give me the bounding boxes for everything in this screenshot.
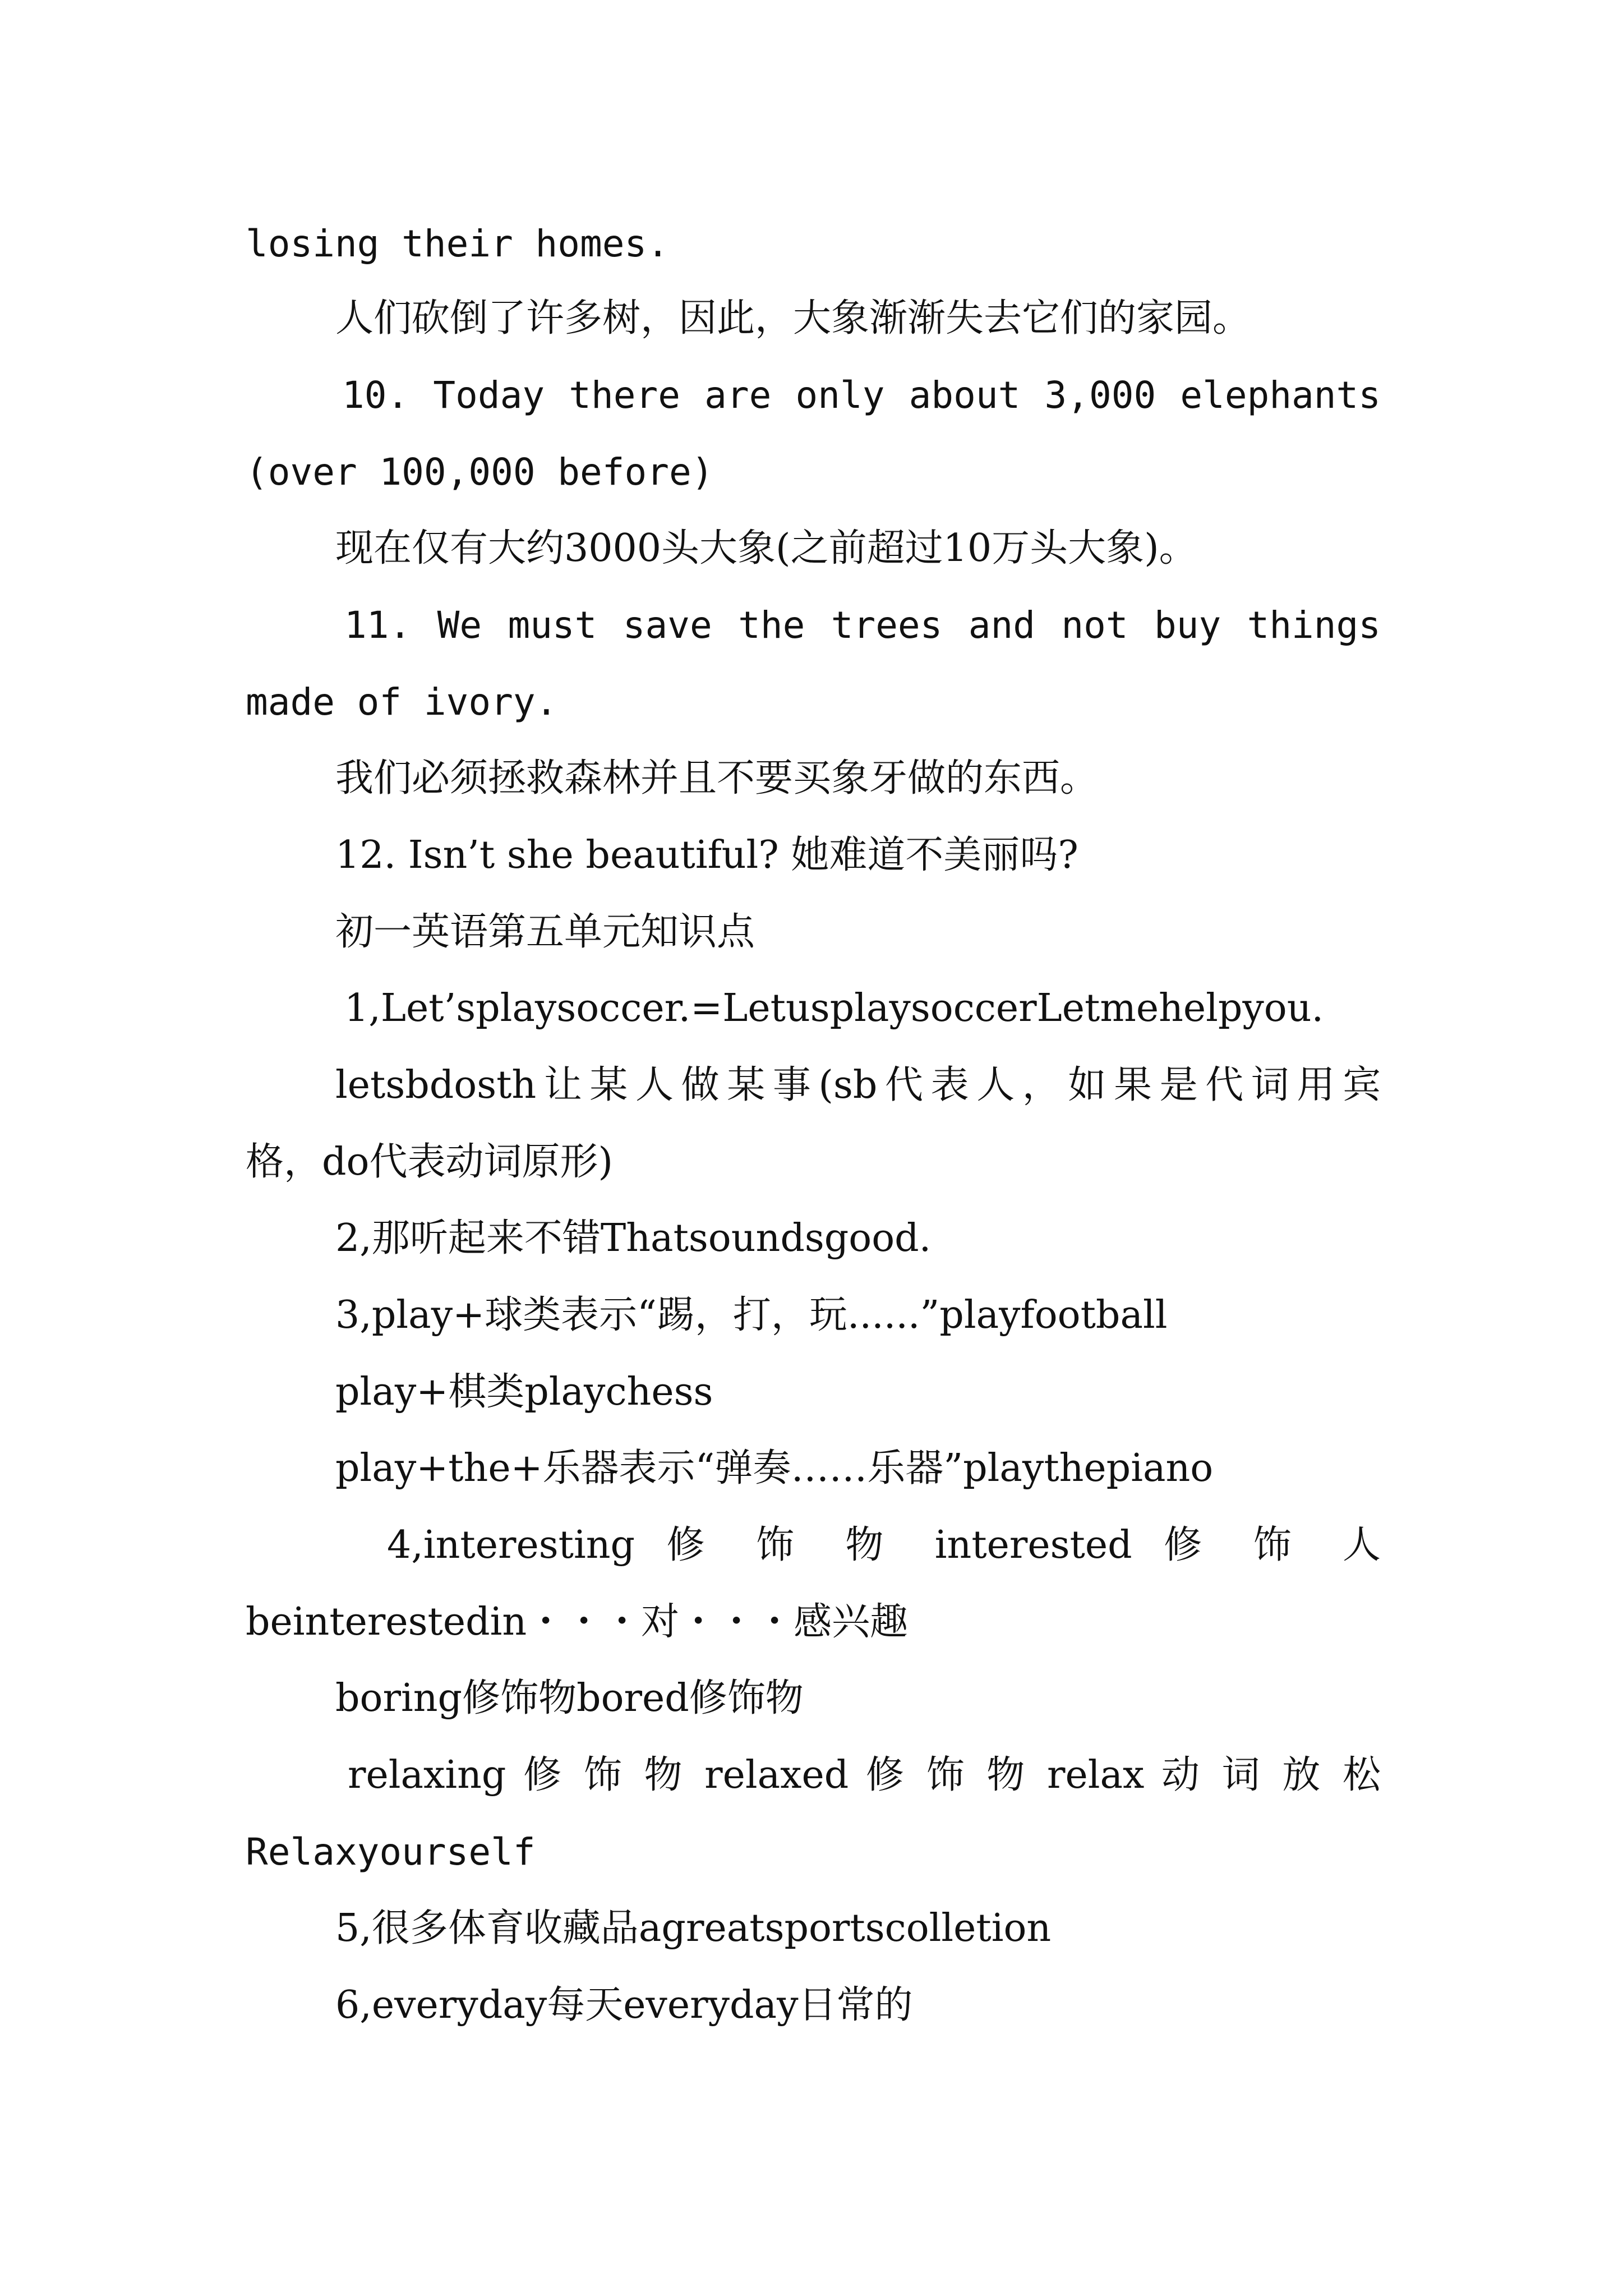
text-line-14: 2,那听起来不错Thatsoundsgood. bbox=[335, 1216, 932, 1260]
text-line-16: play+棋类playchess bbox=[335, 1370, 713, 1414]
text-line-21: relaxing 修 饰 物 relaxed 修 饰 物 relax 动 词 放 松 bbox=[348, 1753, 1381, 1797]
text-line-4: (over 100,000 before) bbox=[246, 450, 714, 494]
text-line-1: losing their homes. bbox=[246, 222, 669, 265]
text-line-3: 10. Today there are only about 3,000 elephants bbox=[342, 374, 1381, 417]
text-line-12: letsbdosth让某人做某事(sb代表人，如果是代词用宾 bbox=[335, 1063, 1381, 1107]
text-line-8: 我们必须拯救森林并且不要买象牙做的东西。 bbox=[335, 756, 1099, 800]
text-line-6: 11. We must save the trees and not buy things bbox=[344, 604, 1381, 647]
text-line-13: 格，do代表动词原形) bbox=[246, 1140, 613, 1184]
text-line-22: Relaxyourself bbox=[246, 1830, 536, 1874]
text-line-23: 5,很多体育收藏品agreatsportscolletion bbox=[335, 1906, 1052, 1950]
text-line-17: play+the+乐器表示“弹奏……乐器”playthepiano bbox=[335, 1446, 1214, 1490]
text-line-5: 现在仅有大约3000头大象(之前超过10万头大象)。 bbox=[335, 526, 1197, 570]
text-line-15: 3,play+球类表示“踢，打，玩......”playfootball bbox=[335, 1293, 1168, 1337]
text-line-20: boring修饰物bored修饰物 bbox=[335, 1676, 804, 1720]
text-line-19: beinterestedin・・・对・・・感兴趣 bbox=[246, 1600, 909, 1644]
text-line-9: 12. Isn’t she beautiful? 她难道不美丽吗? bbox=[335, 833, 1078, 877]
text-line-2: 人们砍倒了许多树，因此，大象渐渐失去它们的家园。 bbox=[335, 296, 1251, 341]
text-line-7: made of ivory. bbox=[246, 680, 558, 724]
text-line-18: 4,interesting 修 饰 物 interested 修 饰 人 bbox=[387, 1523, 1381, 1567]
section-heading: 初一英语第五单元知识点 bbox=[335, 910, 755, 954]
text-line-11: 1,Let’splaysoccer.=LetusplaysoccerLetmehelpyou. bbox=[344, 986, 1324, 1030]
text-line-24: 6,everyday每天everyday日常的 bbox=[335, 1983, 913, 2027]
